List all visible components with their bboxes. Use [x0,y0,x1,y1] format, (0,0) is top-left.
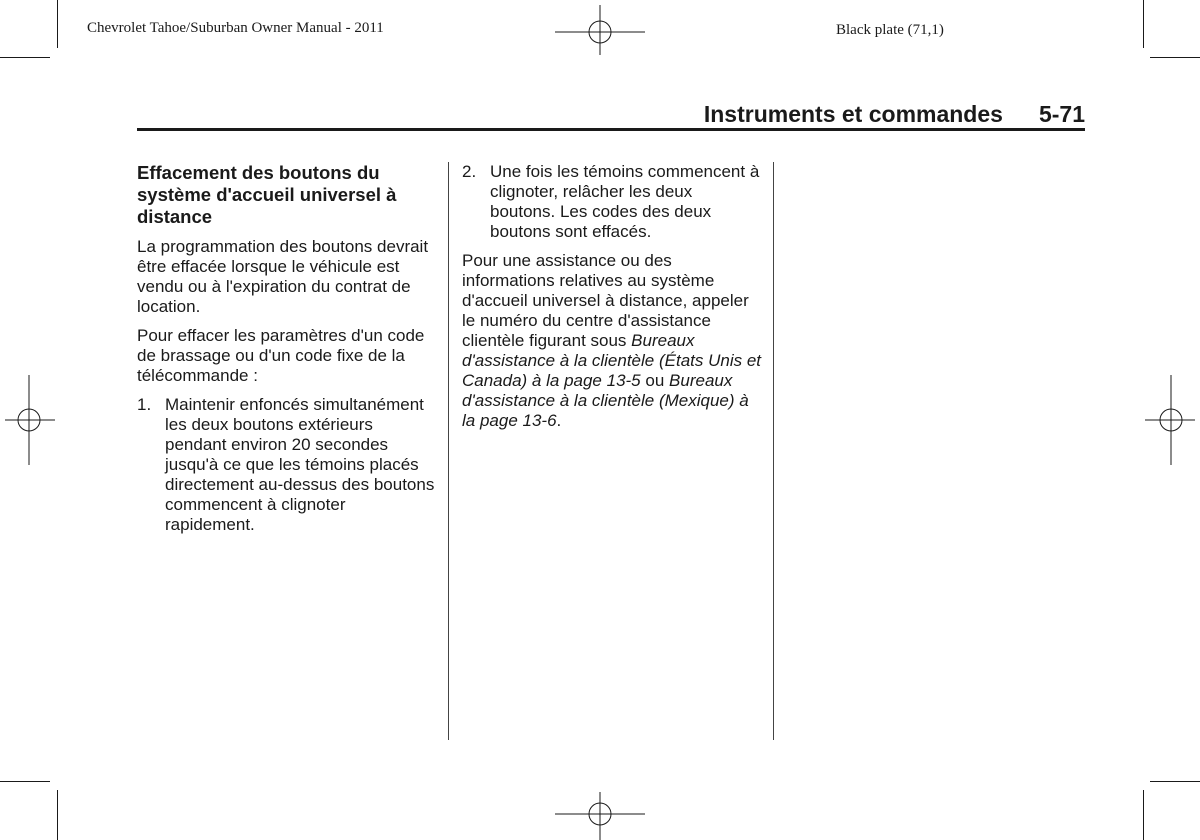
paragraph [462,251,762,431]
sentence-end: . [556,411,562,430]
crop-mark [1150,781,1200,782]
crop-mark [1150,57,1200,58]
registration-mark-right [1145,375,1195,465]
left-column [137,162,437,544]
list-item-text: Une fois les témoins commencent à clignoter, relâcher les deux boutons. Les codes des deux boutons sont effacés. [490,162,760,241]
connector-text: ou [645,371,665,390]
column-divider [773,162,774,740]
paragraph: La programmation des boutons devrait être effacée lorsque le véhicule est vendu ou à l'expiration du contrat de location. [137,237,429,316]
middle-column [462,162,762,440]
crop-mark [1143,0,1144,48]
list-item-number: 2. [462,162,477,181]
running-header-right: Black plate (71,1) [836,22,944,38]
crop-mark [0,57,50,58]
registration-mark-top [555,5,645,55]
crop-mark [57,790,58,840]
crop-mark [57,0,58,48]
list-item [137,395,437,535]
section-heading: Effacement des boutons du système d'accueil universel à distance [137,162,397,227]
registration-mark-left [5,375,55,465]
cross-reference-link[interactable]: Bureaux d'assistance à la clientèle (États Unis et Canada) à la page 13-5 [462,331,762,390]
section-header [704,101,1085,128]
cross-reference-link[interactable]: Bureaux d'assistance à la clientèle (Mexique) à la page 13-6 [462,371,749,430]
crop-mark [1143,790,1144,840]
paragraph: Pour effacer les paramètres d'un code de brassage ou d'un code fixe de la télécommande : [137,326,425,385]
list-item-number: 1. [137,395,152,414]
header-rule [137,128,1085,131]
section-title: Instruments et commandes [703,101,1003,127]
list-item [462,162,762,242]
running-header-left: Chevrolet Tahoe/Suburban Owner Manual - 2011 [87,20,384,36]
column-divider [448,162,449,740]
paragraph-text: Pour une assistance ou des informations relatives au système d'accueil universel à distance, appeler le numéro du centre d'assistance clientèle figurant sous [462,251,749,350]
registration-mark-bottom [555,792,645,840]
list-item-text: Maintenir enfoncés simultanément les deux boutons extérieurs pendant environ 20 secondes jusqu'à ce que les témoins placés directement au-dessus des boutons commencent à clignoter rapidement. [165,395,435,534]
crop-mark [0,781,50,782]
page-number: 5-71 [1038,101,1085,127]
